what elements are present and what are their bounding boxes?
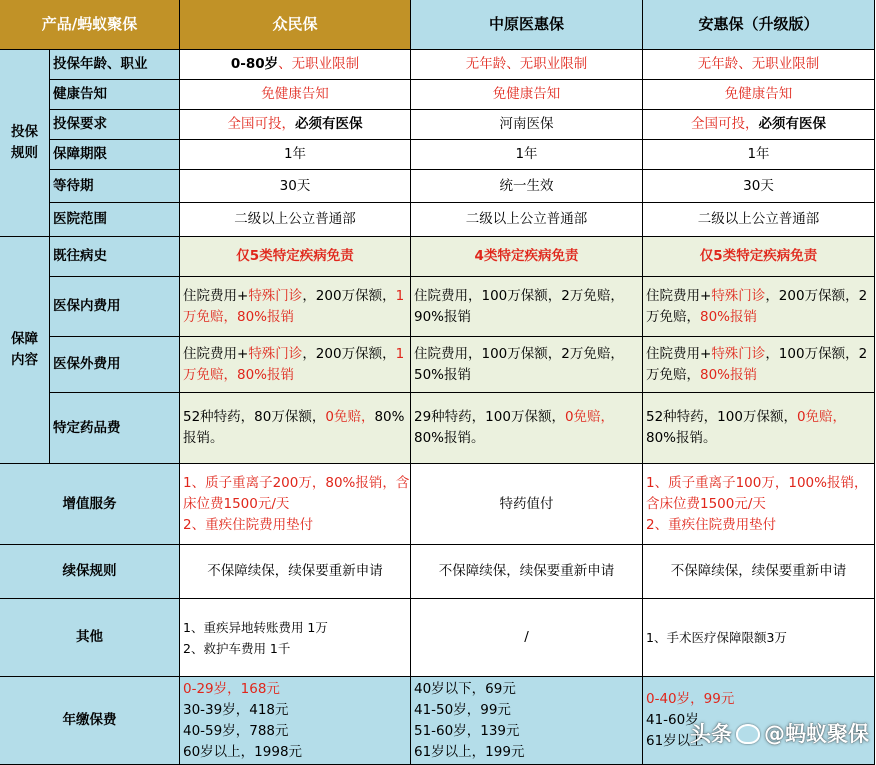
header-corner: 产品/蚂蚁聚保 [0, 0, 180, 50]
health-product-2: 免健康告知 [410, 79, 643, 110]
term-product-3: 1年 [642, 139, 875, 170]
insurance-in-product-2: 住院费用，100万保额，2万免赔，90%报销 [410, 276, 643, 337]
drugs-product-2: 29种特药，100万保额，0免赔，80%报销。 [410, 392, 643, 464]
age-product-1: 0-80岁、无职业限制 [179, 49, 411, 80]
row-label-insurance-in: 医保内费用 [49, 276, 180, 337]
age-product-3: 无年龄、无职业限制 [642, 49, 875, 80]
header-product-3: 安惠保（升级版） [642, 0, 875, 50]
drugs-product-3: 52种特药，100万保额，0免赔，80%报销。 [642, 392, 875, 464]
insurance-in-product-3: 住院费用+特殊门诊，200万保额，2万免赔，80%报销 [642, 276, 875, 337]
renewal-product-3: 不保障续保，续保要重新申请 [642, 544, 875, 599]
bug-icon [736, 724, 760, 744]
value-added-product-2: 特药值付 [410, 463, 643, 545]
row-label-waiting: 等待期 [49, 169, 180, 203]
drugs-product-1: 52种特药，80万保额，0免赔，80%报销。 [179, 392, 411, 464]
insurance-in-product-1: 住院费用+特殊门诊，200万保额，1万免赔，80%报销 [179, 276, 411, 337]
other-product-2: / [410, 598, 643, 677]
row-label-term: 保障期限 [49, 139, 180, 170]
row-label-renewal: 续保规则 [0, 544, 180, 599]
renewal-product-1: 不保障续保，续保要重新申请 [179, 544, 411, 599]
header-product-2: 中原医惠保 [410, 0, 643, 50]
other-product-1: 1、重疾异地转账费用 1万 2、救护车费用 1千 [179, 598, 411, 677]
row-label-hospital: 医院范围 [49, 202, 180, 237]
history-product-3: 仅5类特定疾病免责 [642, 236, 875, 277]
premium-product-2: 40岁以下，69元 41-50岁，99元 51-60岁，139元 61岁以上，199元 [410, 676, 643, 765]
waiting-product-2: 统一生效 [410, 169, 643, 203]
row-label-value-added: 增值服务 [0, 463, 180, 545]
premium-product-1: 0-29岁，168元 30-39岁，418元 40-59岁，788元 60岁以上，1998元 [179, 676, 411, 765]
waiting-product-1: 30天 [179, 169, 411, 203]
header-product-1: 众民保 [179, 0, 411, 50]
term-product-2: 1年 [410, 139, 643, 170]
group-label-coverage: 保障内容 [0, 236, 50, 464]
term-product-1: 1年 [179, 139, 411, 170]
row-label-insurance-out: 医保外费用 [49, 336, 180, 393]
health-product-1: 免健康告知 [179, 79, 411, 110]
hospital-product-3: 二级以上公立普通部 [642, 202, 875, 237]
row-label-history: 既往病史 [49, 236, 180, 277]
row-label-drugs: 特定药品费 [49, 392, 180, 464]
group-label-rules: 投保规则 [0, 49, 50, 237]
history-product-1: 仅5类特定疾病免责 [179, 236, 411, 277]
requirement-product-2: 河南医保 [410, 109, 643, 140]
requirement-product-3: 全国可投，必须有医保 [642, 109, 875, 140]
row-label-health: 健康告知 [49, 79, 180, 110]
history-product-2: 4类特定疾病免责 [410, 236, 643, 277]
hospital-product-2: 二级以上公立普通部 [410, 202, 643, 237]
hospital-product-1: 二级以上公立普通部 [179, 202, 411, 237]
value-added-product-1: 1、质子重离子200万，80%报销，含床位费1500元/天 2、重疾住院费用垫付 [179, 463, 411, 545]
row-label-age: 投保年龄、职业 [49, 49, 180, 80]
value-added-product-3: 1、质子重离子100万，100%报销，含床位费1500元/天 2、重疾住院费用垫付 [642, 463, 875, 545]
insurance-out-product-3: 住院费用+特殊门诊，100万保额，2万免赔，80%报销 [642, 336, 875, 393]
age-product-2: 无年龄、无职业限制 [410, 49, 643, 80]
row-label-other: 其他 [0, 598, 180, 677]
insurance-out-product-2: 住院费用，100万保额，2万免赔，50%报销 [410, 336, 643, 393]
insurance-out-product-1: 住院费用+特殊门诊，200万保额，1万免赔，80%报销 [179, 336, 411, 393]
row-label-premium: 年缴保费 [0, 676, 180, 765]
premium-product-3: 0-40岁，99元 41-60岁 61岁以上 [642, 676, 875, 765]
watermark: 头条 @蚂蚁聚保 [690, 722, 869, 746]
row-label-requirement: 投保要求 [49, 109, 180, 140]
renewal-product-2: 不保障续保，续保要重新申请 [410, 544, 643, 599]
requirement-product-1: 全国可投，必须有医保 [179, 109, 411, 140]
other-product-3: 1、手术医疗保障限额3万 [642, 598, 875, 677]
waiting-product-3: 30天 [642, 169, 875, 203]
health-product-3: 免健康告知 [642, 79, 875, 110]
